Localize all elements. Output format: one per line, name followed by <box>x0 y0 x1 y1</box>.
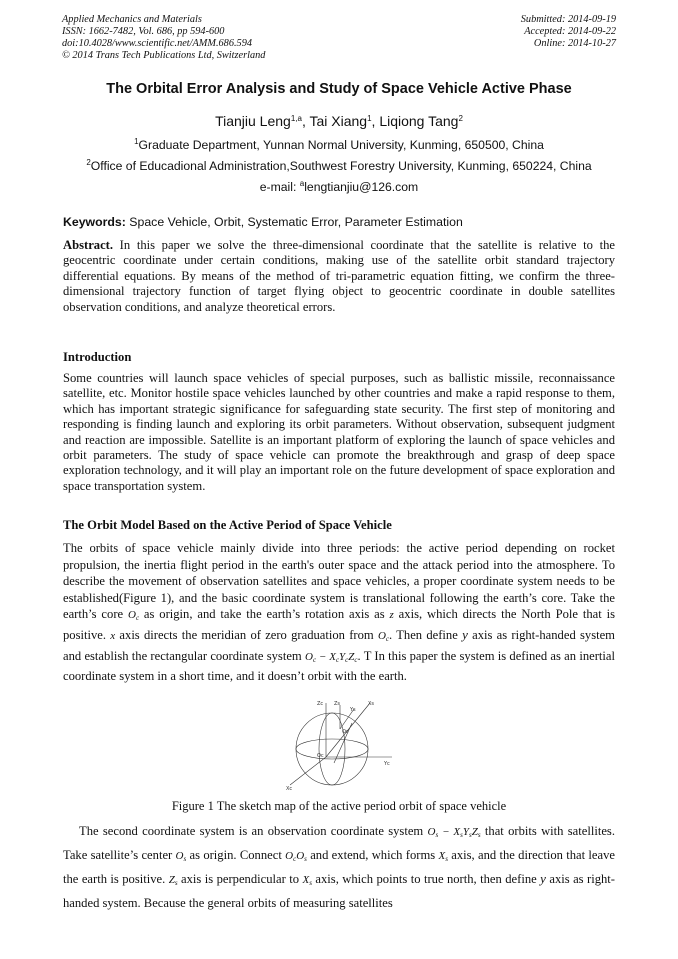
author-sup: 1,a <box>290 114 302 123</box>
affiliation-1: $^1$Graduate Department, Yunnan Normal University, Kunming, 650500, China <box>134 137 544 152</box>
journal-issn: ISSN: 1662-7482, Vol. 686, pp 594-600 <box>62 26 225 37</box>
meridian-ellipse <box>319 713 345 785</box>
abstract-label: Abstract. <box>63 238 114 252</box>
label-os: Os <box>342 729 349 735</box>
math-ocos: $O_cO_s$ <box>285 849 307 863</box>
publication-dates <box>521 14 616 50</box>
orbit-sketch-figure <box>274 693 404 793</box>
xc-axis <box>290 757 326 785</box>
math-system-c: $O_c - X_cY_cZ_c$ <box>304 650 358 664</box>
author-sup: 2 <box>458 114 463 123</box>
author-sup: 1 <box>367 114 372 123</box>
math-system-s: $O_s - X_sY_sZ_s$ <box>427 826 481 839</box>
label-xc: Xc <box>286 786 293 792</box>
math-z: z <box>389 609 394 622</box>
affiliation-2: $^2$Office of Educadional Administration,Southwest Forestry University, Kunming, 650224, China <box>86 158 592 173</box>
abstract-text: In this paper we solve the three-dimensional coordinate that the satellite is relative to the geocentric coordinate under certain conditions, making use of the satellite orbit standard trajectory differential equations. By means of the method of tri-parametric equation fitting, we confirm the three-dimensional trajectory function of target flying object to geocentric coordinate in double satellites observation conditions, and analyze theoretical errors. <box>63 238 615 314</box>
keywords-text: Space Vehicle, Orbit, Systematic Error, Parameter Estimation <box>125 215 463 229</box>
journal-info <box>62 14 265 62</box>
date-submitted: Submitted: 2014-09-19 <box>520 14 616 25</box>
math-oc: $O_c$ <box>377 629 390 643</box>
orbit-paragraph-2: The second coordinate system is an observation coordinate system $O_s - X_sY_sZ_s$ that orbits with satellites. Take satellite’s center $O_s$ as origin. Connect $O_cO_s$ and extend, which forms $X_s$ axis, and the direction that leave the earth is positive. $Z_s$ axis is perpendicular to $X_s$ axis, which points to true north, then define y axis as right-handed system. Because the general orbits of measuring satellites <box>63 824 616 910</box>
label-oc: Oc <box>317 753 324 759</box>
label-ys: Ys <box>350 707 356 713</box>
author-name: Liqiong Tang <box>379 113 459 129</box>
math-zs: $Z_s$ <box>168 874 178 887</box>
author-name: Tai Xiang <box>309 113 368 129</box>
introduction-paragraph: Some countries will launch space vehicles of special purposes, such as ballistic missile, reconnaissance satellite, etc. Monitor hostile space vehicles launched by other countries and make a rapid response to them, which has important strategic significance for safeguarding state security. The first step of monitoring and responding is finding launch and exploring its orbit parameters. Without observation, subsequent judgment and reaction are impossible. Satellite is an important platform of exploring the launch of space vehicles and orbit parameters. The study of space vehicle can promote the breakthrough and grasp of deep space exploration technology, and it will play an important role on the future development of space exploration and space transportation system. <box>63 371 615 493</box>
abstract <box>63 238 615 315</box>
figure-caption: Figure 1 The sketch map of the active period orbit of space vehicle <box>171 799 507 813</box>
keywords <box>63 215 463 229</box>
label-zc: Zc <box>317 701 324 707</box>
math-oc: $O_c$ <box>127 609 140 623</box>
author-name: Tianjiu Leng <box>215 113 291 129</box>
math-xs: $X_s$ <box>438 849 448 863</box>
math-y: y <box>462 626 468 642</box>
label-yc: Yc <box>384 761 390 767</box>
paper-title: The Orbital Error Analysis and Study of Space Vehicle Active Phase <box>106 81 572 97</box>
section-heading-introduction: Introduction <box>63 350 132 364</box>
journal-doi: doi:10.4028/www.scientific.net/AMM.686.594 <box>62 38 252 49</box>
label-xs: Xs <box>368 701 375 707</box>
email-link[interactable]: lengtianjiu@126.com <box>304 180 419 194</box>
equator-ellipse <box>296 739 368 759</box>
journal-copyright: © 2014 Trans Tech Publications Ltd, Switzerland <box>62 50 266 61</box>
math-xs: $X_s$ <box>302 874 312 887</box>
date-online: Online: 2014-10-27 <box>533 38 616 49</box>
author-list: Tianjiu Leng$^{1,a}$, Tai Xiang$^1$, Liqiong Tang$^2$ <box>215 113 463 129</box>
journal-name: Applied Mechanics and Materials <box>62 14 202 25</box>
math-y: y <box>540 871 546 886</box>
section-heading-orbit-model: The Orbit Model Based on the Active Period of Space Vehicle <box>63 518 392 532</box>
date-accepted: Accepted: 2014-09-22 <box>524 26 616 37</box>
math-os: $O_s$ <box>175 849 187 863</box>
keywords-label: Keywords: <box>63 215 126 229</box>
math-x: x <box>110 629 116 642</box>
earth-sphere <box>296 713 368 785</box>
orbit-paragraph-1: The orbits of space vehicle mainly divide into three periods: the active period depending on rocket propulsion, the inertia flight period in the earth's outer space and the attack period into the atmosphere. To describe the movement of observation satellites and space vehicles, a proper coordinate system needs to be established(Figure 1), and the basic coordinate system is translational following the earth’s core. Take the earth’s core $O_c$ as origin, and take the earth’s rotation axis as z axis, which directs the North Pole that is positive. x axis directs the meridian of zero graduation from $O_c$. Then define y axis as right-handed system and establish the rectangular coordinate system $O_c - X_cY_cZ_c$. T In this paper the system is defined as an inertial coordinate system in a short time, and it doesn’t orbit with the earth. <box>63 541 615 684</box>
author-email: e-mail: $^a$lengtianjiu@126.com <box>259 179 419 194</box>
label-zs: Zs <box>334 701 341 707</box>
